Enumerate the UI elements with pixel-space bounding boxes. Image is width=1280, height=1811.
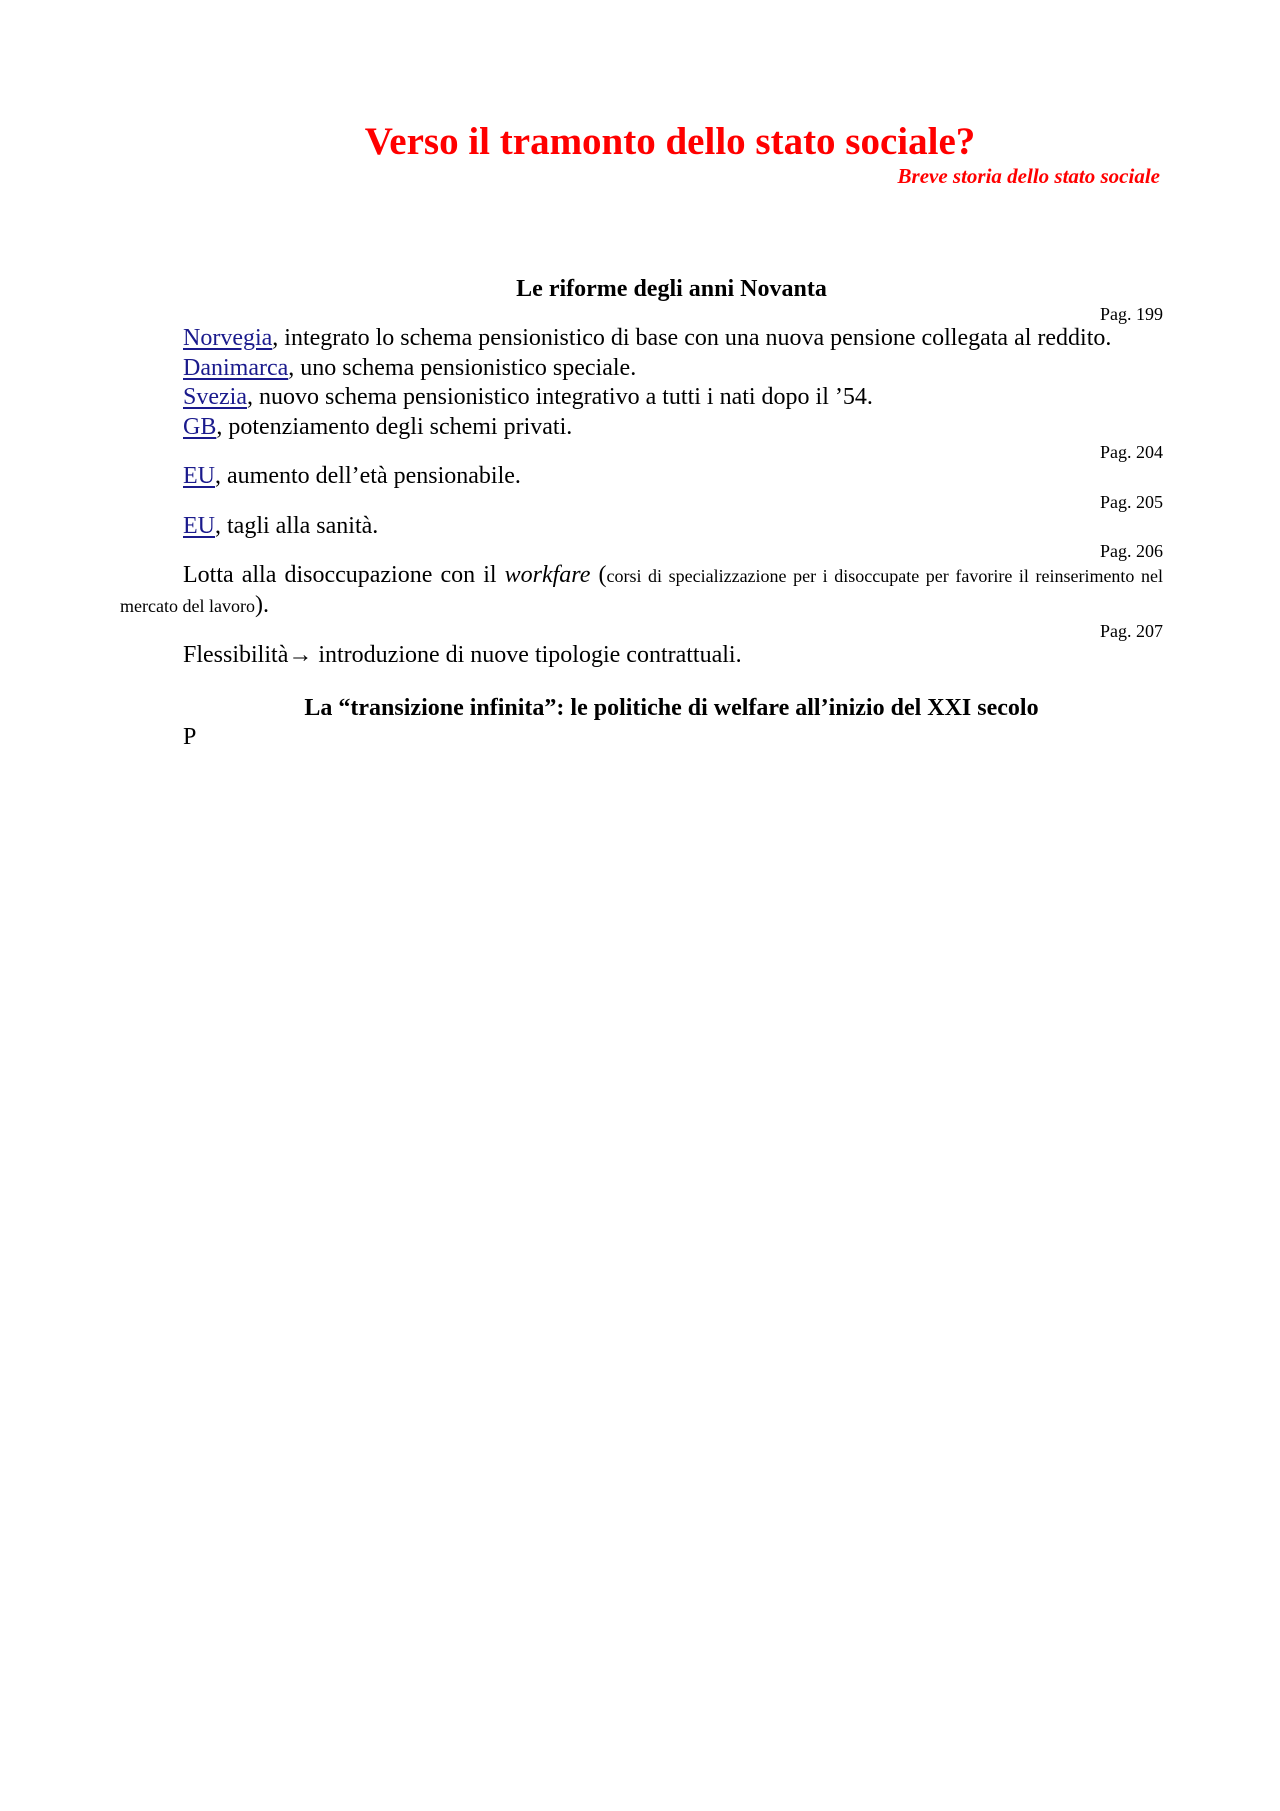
paragraph-norvegia: [120, 324, 1163, 354]
paragraph-gb: [120, 413, 1163, 443]
paragraph-text: , potenziamento degli schemi privati.: [216, 413, 573, 440]
paragraph-text: , nuovo schema pensionistico integrativo a tutti i nati dopo il ’54.: [246, 384, 873, 410]
document-subtitle: Breve storia dello stato sociale: [897, 164, 1160, 188]
link-gb[interactable]: GB: [183, 413, 217, 440]
paragraph-svezia: [120, 383, 1163, 413]
workfare-note: corsi di specializzazione per i disoccupate per favorire il reinserimento nel mercato del lavoro: [120, 566, 1164, 616]
workfare-term: workfare: [504, 562, 591, 588]
paragraph-workfare: [120, 561, 1163, 621]
link-danimarca[interactable]: Danimarca: [183, 354, 289, 381]
link-norvegia[interactable]: Norvegia: [183, 325, 273, 351]
document-title: Verso il tramonto dello stato sociale?: [364, 120, 976, 163]
paragraph-danimarca: [120, 354, 1163, 384]
paragraph-text: , tagli alla sanità.: [215, 512, 379, 539]
page-reference: Pag. 205: [1100, 491, 1163, 512]
paragraph-text: Lotta alla disoccupazione con il: [183, 562, 505, 588]
paragraph-text: , integrato lo schema pensionistico di base con una nuova pensione collegata al reddito.: [272, 325, 1112, 351]
paren-close: ).: [254, 592, 269, 618]
paragraph-flessibilita: Flessibilità→ introduzione di nuove tipologie contrattuali.: [183, 642, 742, 668]
page-reference: Pag. 204: [1100, 442, 1163, 462]
paren-open: (: [590, 562, 607, 588]
page-reference: Pag. 207: [1100, 621, 1163, 641]
paragraph-eu-pensione: [120, 462, 1163, 492]
page-reference: Pag. 206: [1100, 541, 1163, 561]
paragraph-text: , uno schema pensionistico speciale.: [288, 354, 637, 381]
paragraph-eu-sanita: [120, 512, 1163, 542]
link-eu[interactable]: EU: [183, 512, 215, 539]
paragraph-partial: P: [183, 723, 197, 750]
section-heading-riforme: Le riforme degli anni Novanta: [516, 276, 827, 302]
link-eu[interactable]: EU: [183, 463, 215, 489]
section-heading-transizione: La “transizione infinita”: le politiche di welfare all’inizio del XXI secolo: [304, 694, 1039, 721]
paragraph-text: , aumento dell’età pensionabile.: [215, 463, 521, 489]
page-reference: Pag. 199: [1100, 304, 1163, 324]
spacer: [120, 671, 1163, 693]
document-body: [120, 274, 1163, 752]
link-svezia[interactable]: Svezia: [183, 384, 247, 410]
